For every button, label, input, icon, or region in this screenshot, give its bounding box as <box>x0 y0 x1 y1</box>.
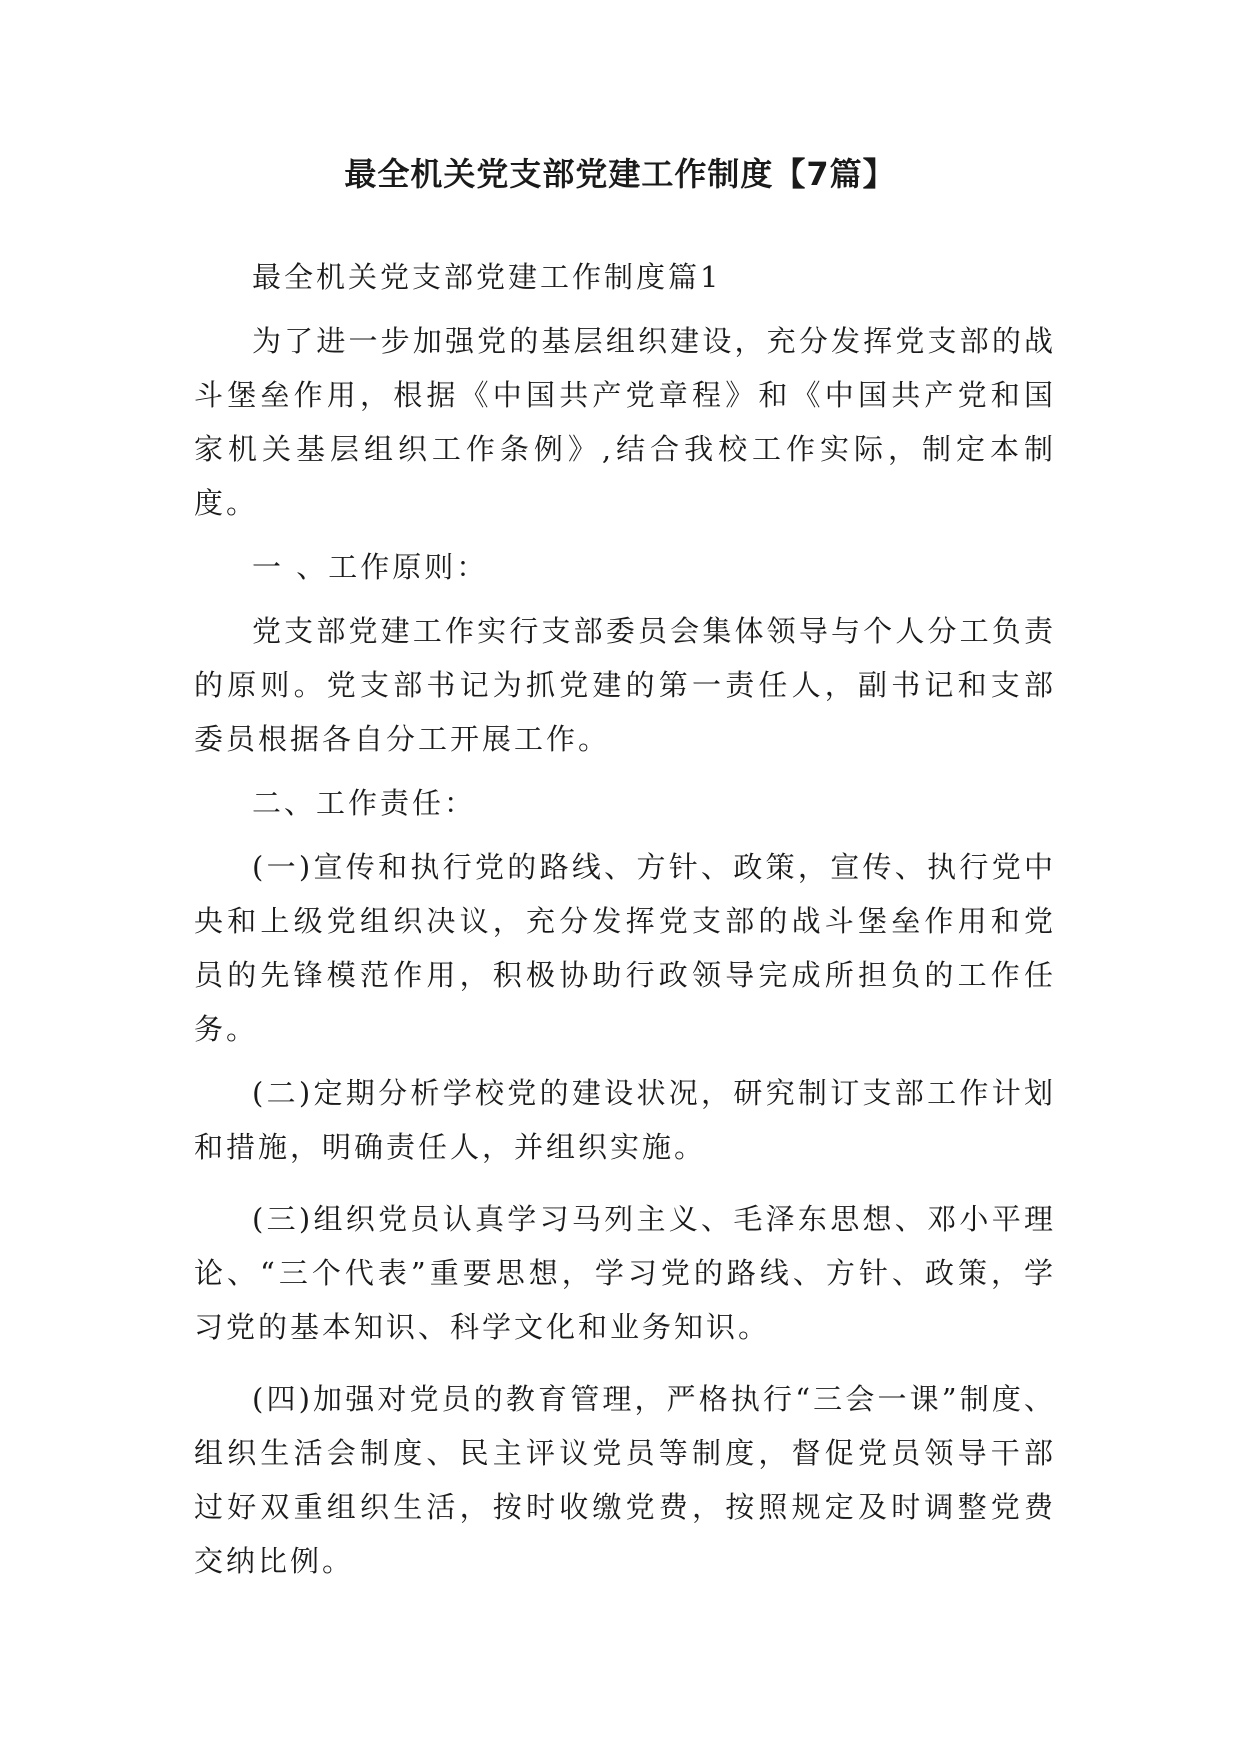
principles-paragraph: 党支部党建工作实行支部委员会集体领导与个人分工负责的原则。党支部书记为抓党建的第一责任人，副书记和支部委员根据各自分工开展工作。 <box>194 614 1056 756</box>
intro-paragraph: 为了进一步加强党的基层组织建设，充分发挥党支部的战斗堡垒作用，根据《中国共产党章程》和《中国共产党和国家机关基层组织工作条例》,结合我校工作实际，制定本制度。 <box>194 324 1056 520</box>
section-heading-principles: 一 、工作原则： <box>252 550 489 584</box>
responsibility-item-4: (四)加强对党员的教育管理，严格执行“三会一课”制度、组织生活会制度、民主评议党员等制度，督促党员领导干部过好双重组织生活，按时收缴党费，按照规定及时调整党费交纳比例。 <box>194 1382 1056 1578</box>
responsibility-item-1: (一)宣传和执行党的路线、方针、政策，宣传、执行党中央和上级党组织决议，充分发挥党支部的战斗堡垒作用和党员的先锋模范作用，积极协助行政领导完成所担负的工作任务。 <box>194 850 1056 1046</box>
responsibility-item-2: (二)定期分析学校党的建设状况，研究制订支部工作计划和措施，明确责任人，并组织实施。 <box>194 1076 1056 1164</box>
document-body <box>194 250 1056 1588</box>
section-heading: 最全机关党支部党建工作制度篇1 <box>252 260 722 294</box>
document-title: 最全机关党支部党建工作制度【7篇】 <box>344 155 896 193</box>
responsibility-item-3: (三)组织党员认真学习马列主义、毛泽东思想、邓小平理论、“三个代表”重要思想，学习党的路线、方针、政策，学习党的基本知识、科学文化和业务知识。 <box>194 1202 1056 1344</box>
section-heading-responsibilities: 二、工作责任： <box>252 786 477 820</box>
